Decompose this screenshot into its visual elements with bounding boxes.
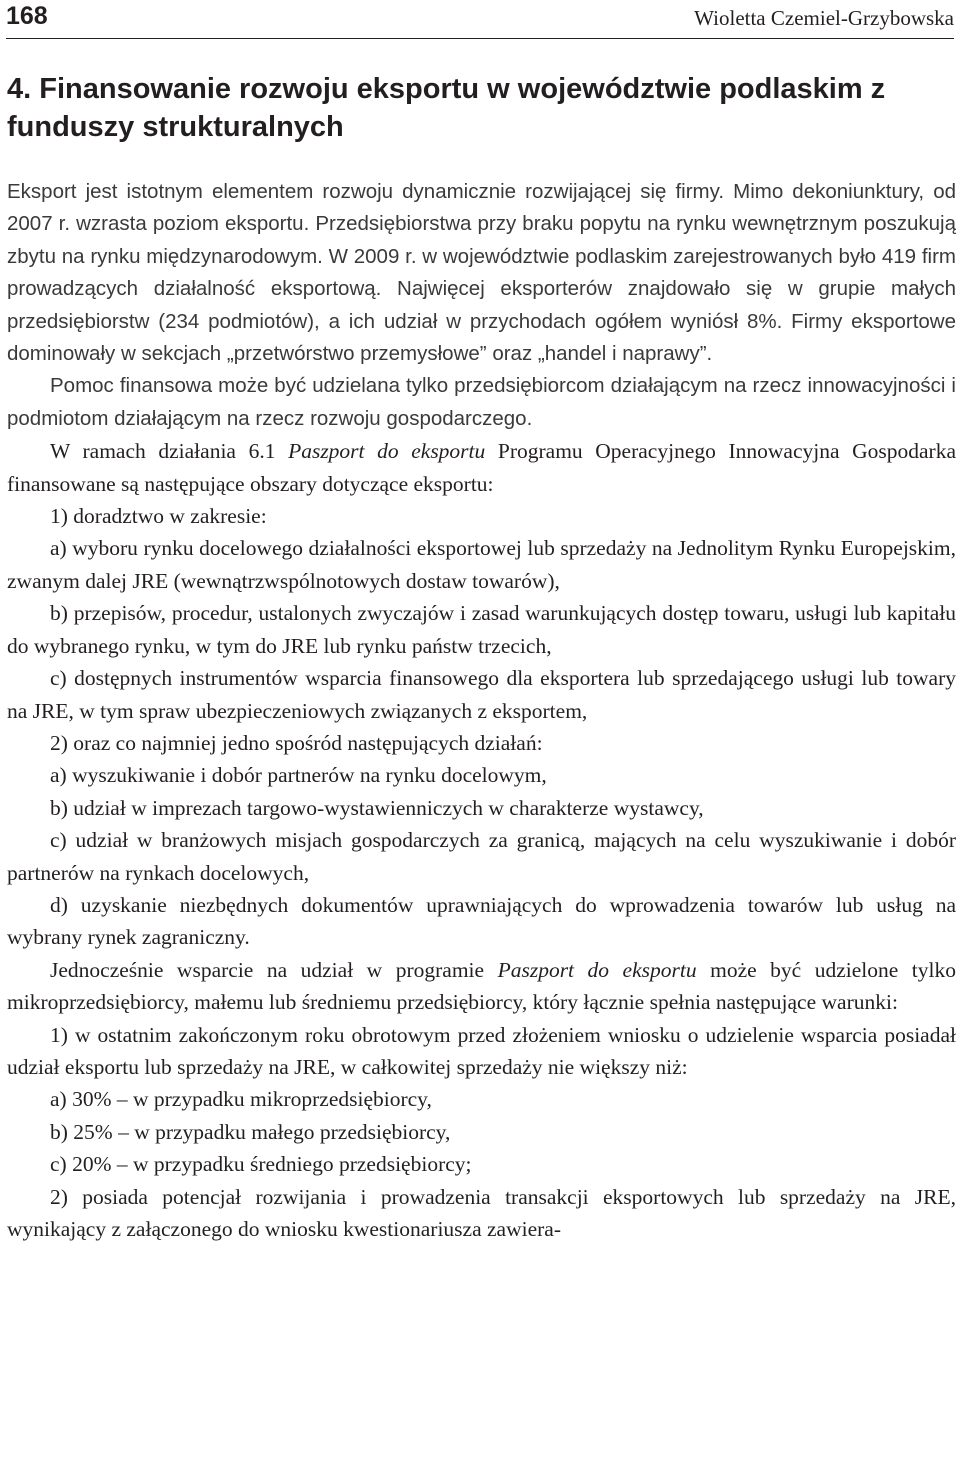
- list-item: 1) doradztwo w zakresie:: [50, 504, 267, 529]
- list-item: d) uzyskanie niezbędnych dokumentów uprawniających do wprowadzenia towarów lub usług na wybrany rynek zagraniczny.: [7, 892, 956, 950]
- list-item: b) udział w imprezach targowo-wystawienniczych w charakterze wystawcy,: [50, 795, 704, 820]
- program-name-italic: Paszport do eksportu: [497, 957, 697, 982]
- paragraph-eligibility: [7, 954, 956, 1019]
- list-item: 1) w ostatnim zakończonym roku obrotowym przed złożeniem wniosku o udzielenie wsparcia posiadał udział eksportu lub sprzedaży na JRE, w całkowitej sprzedaży nie większy niż:: [7, 1022, 956, 1079]
- paragraph-export-intro: Eksport jest istotnym elementem rozwoju dynamicznie rozwijającej się firmy. Mimo dekoniunktury, od 2007 r. wzrasta poziom eksportu. Przedsiębiorstwa przy braku popytu na rynku wewnętrznym poszukują zbytu na rynku międzynarodowym. W 2009 r. w województwie podlaskim zarejestrowanych było 419 firm prowadzących działalność eksportową. Najwięcej eksporterów znajdowało się w grupie małych przedsiębiorstw (234 podmiotów), a ich udział w przychodach ogółem wyniósł 8%. Firmy eksportowe dominowały w sekcjach „przetwórstwo przemysłowe” oraz „handel i naprawy”.: [7, 180, 956, 366]
- list-item: 2) posiada potencjał rozwijania i prowadzenia transakcji eksportowych lub sprzedaży na JRE, wynikający z załączonego do wniosku kwestionariusza zawiera-: [7, 1184, 956, 1241]
- body-text: [7, 176, 956, 1245]
- list-item: b) przepisów, procedur, ustalonych zwyczajów i zasad warunkujących dostęp towaru, usługi lub kapitału do wybranego rynku, w tym do JRE lub rynku państw trzecich,: [7, 601, 956, 658]
- paragraph-measure-6-1: [7, 435, 956, 500]
- list-item: a) wyszukiwanie i dobór partnerów na rynku docelowym,: [50, 763, 547, 788]
- header-rule: [6, 38, 954, 39]
- page-header: [0, 0, 960, 40]
- text-run: może być udzielone tylko mikroprzedsiębiorcy, małemu lub średniemu przedsiębiorcy, który łącznie spełnia następujące warunki:: [7, 957, 956, 1015]
- page-number: 168: [6, 2, 48, 30]
- paragraph-financial-aid: Pomoc finansowa może być udzielana tylko przedsiębiorcom działającym na rzecz innowacyjności i podmiotom działającym na rzecz rozwoju gospodarczego.: [7, 374, 956, 430]
- text-run: Programu Operacyjnego Innowacyjna Gospodarka finansowane są następujące obszary dotyczące eksportu:: [7, 439, 956, 496]
- text-run: Jednocześnie wsparcie na udział w programie: [50, 957, 498, 982]
- list-item: b) 25% – w przypadku małego przedsiębiorcy,: [50, 1119, 451, 1144]
- list-item: c) dostępnych instrumentów wsparcia finansowego dla eksportera lub sprzedającego usługi lub towary na JRE, w tym spraw ubezpieczeniowych związanych z eksportem,: [7, 666, 956, 723]
- program-name-italic: Paszport do eksportu: [288, 439, 486, 464]
- list-item: a) wyboru rynku docelowego działalności eksportowej lub sprzedaży na Jednolitym Rynku Europejskim, zwanym dalej JRE (wewnątrzwspólnotowych dostaw towarów),: [7, 536, 956, 593]
- text-run: W ramach działania 6.1: [50, 439, 289, 464]
- list-item: 2) oraz co najmniej jedno spośród następujących działań:: [50, 730, 543, 755]
- running-head-author: Wioletta Czemiel-Grzybowska: [694, 6, 954, 30]
- section-title: 4. Finansowanie rozwoju eksportu w województwie podlaskim z funduszy strukturalnych: [7, 73, 886, 143]
- list-item: c) udział w branżowych misjach gospodarczych za granicą, mających na celu wyszukiwanie i dobór partnerów na rynkach docelowych,: [7, 828, 956, 885]
- list-item: a) 30% – w przypadku mikroprzedsiębiorcy,: [50, 1087, 432, 1112]
- list-item: c) 20% – w przypadku średniego przedsiębiorcy;: [50, 1152, 472, 1177]
